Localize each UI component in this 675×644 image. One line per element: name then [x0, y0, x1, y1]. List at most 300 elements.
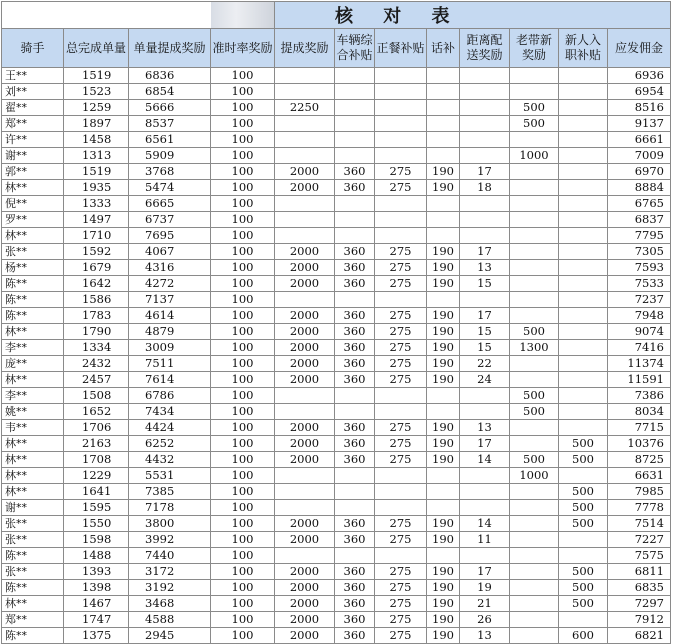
cell-meal-subsidy: 275 — [375, 452, 427, 468]
cell-payable: 7514 — [608, 516, 671, 532]
cell-newbie-subsidy — [559, 100, 608, 116]
cell-vehicle-subsidy — [335, 468, 375, 484]
cell-phone-subsidy: 190 — [427, 420, 460, 436]
cell-distance-bonus — [460, 500, 510, 516]
cell-unit-bonus: 7137 — [129, 292, 211, 308]
cell-newbie-subsidy: 500 — [559, 516, 608, 532]
cell-distance-bonus — [460, 148, 510, 164]
cell-phone-subsidy — [427, 212, 460, 228]
table-row — [2, 612, 671, 628]
cell-payable: 11591 — [608, 372, 671, 388]
cell-payable: 6811 — [608, 564, 671, 580]
cell-total-orders: 1375 — [64, 628, 129, 644]
header-row — [2, 29, 671, 68]
cell-rider: 林** — [2, 596, 64, 612]
cell-distance-bonus — [460, 548, 510, 564]
cell-meal-subsidy — [375, 404, 427, 420]
cell-commission: 2000 — [275, 340, 335, 356]
cell-newbie-subsidy — [559, 196, 608, 212]
cell-rider: 林** — [2, 436, 64, 452]
cell-vehicle-subsidy — [335, 196, 375, 212]
cell-vehicle-subsidy — [335, 68, 375, 84]
cell-on-time: 100 — [211, 180, 275, 196]
cell-distance-bonus: 17 — [460, 164, 510, 180]
cell-distance-bonus: 14 — [460, 452, 510, 468]
cell-meal-subsidy: 275 — [375, 420, 427, 436]
cell-unit-bonus: 3468 — [129, 596, 211, 612]
cell-phone-subsidy: 190 — [427, 356, 460, 372]
cell-unit-bonus: 4272 — [129, 276, 211, 292]
cell-total-orders: 1598 — [64, 532, 129, 548]
cell-phone-subsidy — [427, 148, 460, 164]
cell-unit-bonus: 4588 — [129, 612, 211, 628]
cell-vehicle-subsidy: 360 — [335, 324, 375, 340]
cell-meal-subsidy: 275 — [375, 276, 427, 292]
cell-on-time: 100 — [211, 420, 275, 436]
cell-commission: 2000 — [275, 420, 335, 436]
cell-distance-bonus — [460, 116, 510, 132]
cell-commission — [275, 196, 335, 212]
cell-rider: 林** — [2, 372, 64, 388]
cell-total-orders: 1398 — [64, 580, 129, 596]
cell-phone-subsidy: 190 — [427, 612, 460, 628]
cell-commission: 2000 — [275, 324, 335, 340]
cell-total-orders: 1497 — [64, 212, 129, 228]
cell-rider: 陈** — [2, 292, 64, 308]
table-row — [2, 420, 671, 436]
table-row — [2, 148, 671, 164]
cell-newbie-subsidy — [559, 132, 608, 148]
cell-commission: 2000 — [275, 612, 335, 628]
cell-commission: 2000 — [275, 452, 335, 468]
cell-newbie-subsidy — [559, 260, 608, 276]
cell-mentor-bonus: 500 — [510, 324, 559, 340]
cell-on-time: 100 — [211, 484, 275, 500]
header-mentor-bonus: 老带新奖励 — [510, 29, 559, 68]
cell-payable: 6936 — [608, 68, 671, 84]
cell-commission: 2000 — [275, 580, 335, 596]
cell-meal-subsidy — [375, 148, 427, 164]
cell-payable: 11374 — [608, 356, 671, 372]
cell-payable: 7715 — [608, 420, 671, 436]
cell-meal-subsidy — [375, 500, 427, 516]
cell-meal-subsidy — [375, 292, 427, 308]
cell-commission: 2000 — [275, 532, 335, 548]
header-phone-subsidy: 话补 — [427, 29, 460, 68]
cell-distance-bonus: 18 — [460, 180, 510, 196]
cell-commission: 2000 — [275, 180, 335, 196]
cell-commission — [275, 500, 335, 516]
cell-vehicle-subsidy — [335, 292, 375, 308]
cell-distance-bonus: 24 — [460, 372, 510, 388]
cell-distance-bonus — [460, 388, 510, 404]
cell-unit-bonus: 6854 — [129, 84, 211, 100]
table-row — [2, 340, 671, 356]
cell-on-time: 100 — [211, 548, 275, 564]
cell-phone-subsidy: 190 — [427, 516, 460, 532]
cell-unit-bonus: 4424 — [129, 420, 211, 436]
cell-unit-bonus: 4879 — [129, 324, 211, 340]
cell-vehicle-subsidy — [335, 500, 375, 516]
cell-vehicle-subsidy: 360 — [335, 420, 375, 436]
cell-meal-subsidy — [375, 132, 427, 148]
cell-total-orders: 1586 — [64, 292, 129, 308]
cell-on-time: 100 — [211, 532, 275, 548]
cell-commission — [275, 116, 335, 132]
cell-distance-bonus: 26 — [460, 612, 510, 628]
cell-mentor-bonus — [510, 292, 559, 308]
cell-payable: 7305 — [608, 244, 671, 260]
cell-on-time: 100 — [211, 132, 275, 148]
cell-newbie-subsidy — [559, 404, 608, 420]
cell-payable: 7237 — [608, 292, 671, 308]
cell-newbie-subsidy — [559, 84, 608, 100]
cell-unit-bonus: 6561 — [129, 132, 211, 148]
cell-on-time: 100 — [211, 292, 275, 308]
cell-payable: 6970 — [608, 164, 671, 180]
cell-mentor-bonus — [510, 276, 559, 292]
header-vehicle-subsidy: 车辆综合补贴 — [335, 29, 375, 68]
cell-payable: 6631 — [608, 468, 671, 484]
cell-unit-bonus: 7440 — [129, 548, 211, 564]
cell-on-time: 100 — [211, 564, 275, 580]
cell-unit-bonus: 7695 — [129, 228, 211, 244]
cell-commission — [275, 388, 335, 404]
table-row — [2, 452, 671, 468]
cell-mentor-bonus — [510, 68, 559, 84]
cell-payable: 8034 — [608, 404, 671, 420]
cell-commission — [275, 132, 335, 148]
cell-unit-bonus: 8537 — [129, 116, 211, 132]
cell-on-time: 100 — [211, 404, 275, 420]
cell-mentor-bonus — [510, 212, 559, 228]
cell-commission: 2000 — [275, 308, 335, 324]
cell-vehicle-subsidy: 360 — [335, 260, 375, 276]
cell-newbie-subsidy — [559, 324, 608, 340]
cell-commission — [275, 548, 335, 564]
cell-vehicle-subsidy — [335, 116, 375, 132]
cell-total-orders: 1641 — [64, 484, 129, 500]
cell-payable: 7795 — [608, 228, 671, 244]
cell-mentor-bonus: 500 — [510, 100, 559, 116]
cell-vehicle-subsidy: 360 — [335, 436, 375, 452]
cell-meal-subsidy — [375, 212, 427, 228]
table-row — [2, 276, 671, 292]
cell-total-orders: 1935 — [64, 180, 129, 196]
cell-on-time: 100 — [211, 612, 275, 628]
cell-unit-bonus: 7178 — [129, 500, 211, 516]
cell-vehicle-subsidy: 360 — [335, 372, 375, 388]
cell-rider: 林** — [2, 228, 64, 244]
header-payable: 应发佣金 — [608, 29, 671, 68]
cell-newbie-subsidy — [559, 388, 608, 404]
cell-rider: 林** — [2, 468, 64, 484]
cell-vehicle-subsidy — [335, 548, 375, 564]
cell-distance-bonus: 17 — [460, 436, 510, 452]
cell-unit-bonus: 4614 — [129, 308, 211, 324]
cell-phone-subsidy — [427, 292, 460, 308]
cell-total-orders: 1592 — [64, 244, 129, 260]
cell-newbie-subsidy — [559, 228, 608, 244]
cell-on-time: 100 — [211, 148, 275, 164]
cell-mentor-bonus — [510, 260, 559, 276]
cell-unit-bonus: 4067 — [129, 244, 211, 260]
cell-phone-subsidy: 190 — [427, 324, 460, 340]
cell-distance-bonus: 13 — [460, 260, 510, 276]
cell-meal-subsidy — [375, 484, 427, 500]
cell-newbie-subsidy — [559, 68, 608, 84]
header-meal-subsidy: 正餐补贴 — [375, 29, 427, 68]
cell-distance-bonus: 21 — [460, 596, 510, 612]
cell-distance-bonus: 15 — [460, 340, 510, 356]
cell-payable: 8725 — [608, 452, 671, 468]
cell-rider: 许** — [2, 132, 64, 148]
cell-mentor-bonus — [510, 596, 559, 612]
cell-phone-subsidy — [427, 388, 460, 404]
cell-rider: 林** — [2, 324, 64, 340]
cell-rider: 刘** — [2, 84, 64, 100]
cell-unit-bonus: 7614 — [129, 372, 211, 388]
cell-total-orders: 1595 — [64, 500, 129, 516]
cell-rider: 郑** — [2, 116, 64, 132]
cell-rider: 倪** — [2, 196, 64, 212]
cell-rider: 张** — [2, 516, 64, 532]
table-row — [2, 308, 671, 324]
cell-mentor-bonus: 1300 — [510, 340, 559, 356]
cell-distance-bonus — [460, 484, 510, 500]
cell-commission: 2000 — [275, 244, 335, 260]
cell-vehicle-subsidy: 360 — [335, 180, 375, 196]
cell-distance-bonus: 22 — [460, 356, 510, 372]
cell-unit-bonus: 2945 — [129, 628, 211, 644]
cell-vehicle-subsidy: 360 — [335, 612, 375, 628]
table-row — [2, 596, 671, 612]
cell-unit-bonus: 6786 — [129, 388, 211, 404]
title-spacer — [2, 2, 211, 29]
table-row — [2, 84, 671, 100]
reconciliation-table — [1, 1, 671, 644]
cell-payable: 6821 — [608, 628, 671, 644]
cell-total-orders: 1313 — [64, 148, 129, 164]
table-row — [2, 564, 671, 580]
cell-meal-subsidy: 275 — [375, 244, 427, 260]
cell-payable: 7912 — [608, 612, 671, 628]
cell-newbie-subsidy: 600 — [559, 628, 608, 644]
cell-unit-bonus: 6737 — [129, 212, 211, 228]
cell-total-orders: 1334 — [64, 340, 129, 356]
cell-meal-subsidy — [375, 100, 427, 116]
cell-newbie-subsidy — [559, 308, 608, 324]
cell-phone-subsidy — [427, 404, 460, 420]
cell-commission: 2000 — [275, 372, 335, 388]
cell-total-orders: 1393 — [64, 564, 129, 580]
cell-unit-bonus: 3009 — [129, 340, 211, 356]
cell-mentor-bonus: 1000 — [510, 468, 559, 484]
cell-distance-bonus — [460, 132, 510, 148]
cell-commission: 2000 — [275, 260, 335, 276]
table-row — [2, 628, 671, 644]
cell-meal-subsidy: 275 — [375, 436, 427, 452]
cell-unit-bonus: 5909 — [129, 148, 211, 164]
cell-payable: 7985 — [608, 484, 671, 500]
cell-phone-subsidy: 190 — [427, 532, 460, 548]
cell-commission: 2000 — [275, 436, 335, 452]
cell-phone-subsidy: 190 — [427, 260, 460, 276]
cell-commission — [275, 292, 335, 308]
cell-unit-bonus: 6252 — [129, 436, 211, 452]
cell-mentor-bonus — [510, 628, 559, 644]
cell-distance-bonus: 14 — [460, 516, 510, 532]
cell-commission: 2250 — [275, 100, 335, 116]
cell-on-time: 100 — [211, 164, 275, 180]
cell-total-orders: 1508 — [64, 388, 129, 404]
cell-distance-bonus: 17 — [460, 308, 510, 324]
cell-unit-bonus: 5474 — [129, 180, 211, 196]
cell-mentor-bonus — [510, 244, 559, 260]
cell-mentor-bonus — [510, 164, 559, 180]
cell-payable: 6835 — [608, 580, 671, 596]
cell-vehicle-subsidy — [335, 404, 375, 420]
cell-phone-subsidy — [427, 228, 460, 244]
cell-total-orders: 1747 — [64, 612, 129, 628]
cell-unit-bonus: 6836 — [129, 68, 211, 84]
cell-meal-subsidy — [375, 84, 427, 100]
cell-meal-subsidy — [375, 388, 427, 404]
cell-mentor-bonus: 1000 — [510, 148, 559, 164]
header-total-orders: 总完成单量 — [64, 29, 129, 68]
cell-mentor-bonus — [510, 516, 559, 532]
cell-on-time: 100 — [211, 228, 275, 244]
cell-meal-subsidy: 275 — [375, 564, 427, 580]
cell-meal-subsidy — [375, 68, 427, 84]
cell-payable: 7575 — [608, 548, 671, 564]
cell-on-time: 100 — [211, 260, 275, 276]
cell-mentor-bonus — [510, 180, 559, 196]
cell-phone-subsidy: 190 — [427, 308, 460, 324]
table-row — [2, 132, 671, 148]
cell-newbie-subsidy — [559, 244, 608, 260]
cell-mentor-bonus — [510, 612, 559, 628]
cell-unit-bonus: 3172 — [129, 564, 211, 580]
cell-phone-subsidy — [427, 116, 460, 132]
cell-rider: 郭** — [2, 164, 64, 180]
cell-meal-subsidy: 275 — [375, 260, 427, 276]
title-row — [2, 2, 671, 29]
cell-total-orders: 1652 — [64, 404, 129, 420]
cell-distance-bonus: 19 — [460, 580, 510, 596]
cell-unit-bonus: 3992 — [129, 532, 211, 548]
cell-rider: 王** — [2, 68, 64, 84]
cell-phone-subsidy — [427, 196, 460, 212]
cell-on-time: 100 — [211, 68, 275, 84]
cell-payable: 10376 — [608, 436, 671, 452]
cell-distance-bonus: 11 — [460, 532, 510, 548]
cell-vehicle-subsidy — [335, 100, 375, 116]
cell-phone-subsidy — [427, 468, 460, 484]
cell-payable: 7227 — [608, 532, 671, 548]
cell-payable: 7593 — [608, 260, 671, 276]
cell-vehicle-subsidy — [335, 388, 375, 404]
cell-vehicle-subsidy: 360 — [335, 340, 375, 356]
cell-commission — [275, 484, 335, 500]
cell-mentor-bonus — [510, 484, 559, 500]
table-row — [2, 436, 671, 452]
cell-mentor-bonus — [510, 84, 559, 100]
cell-meal-subsidy — [375, 196, 427, 212]
cell-newbie-subsidy — [559, 356, 608, 372]
table-row — [2, 468, 671, 484]
cell-distance-bonus — [460, 84, 510, 100]
cell-commission: 2000 — [275, 564, 335, 580]
table-row — [2, 292, 671, 308]
cell-on-time: 100 — [211, 516, 275, 532]
blurred-title-area — [211, 2, 275, 29]
cell-meal-subsidy: 275 — [375, 356, 427, 372]
cell-on-time: 100 — [211, 212, 275, 228]
cell-vehicle-subsidy: 360 — [335, 580, 375, 596]
table-row — [2, 212, 671, 228]
cell-commission — [275, 228, 335, 244]
cell-phone-subsidy: 190 — [427, 452, 460, 468]
cell-mentor-bonus — [510, 372, 559, 388]
cell-rider: 翟** — [2, 100, 64, 116]
cell-on-time: 100 — [211, 500, 275, 516]
cell-mentor-bonus — [510, 420, 559, 436]
cell-mentor-bonus: 500 — [510, 452, 559, 468]
cell-total-orders: 1467 — [64, 596, 129, 612]
cell-payable: 9074 — [608, 324, 671, 340]
cell-commission: 2000 — [275, 356, 335, 372]
cell-total-orders: 1519 — [64, 164, 129, 180]
cell-unit-bonus: 3192 — [129, 580, 211, 596]
cell-mentor-bonus — [510, 500, 559, 516]
cell-on-time: 100 — [211, 628, 275, 644]
cell-distance-bonus — [460, 404, 510, 420]
cell-newbie-subsidy — [559, 468, 608, 484]
cell-vehicle-subsidy — [335, 228, 375, 244]
cell-rider: 张** — [2, 564, 64, 580]
table-row — [2, 548, 671, 564]
cell-mentor-bonus — [510, 228, 559, 244]
table-row — [2, 580, 671, 596]
cell-commission — [275, 68, 335, 84]
cell-rider: 韦** — [2, 420, 64, 436]
cell-on-time: 100 — [211, 244, 275, 260]
cell-on-time: 100 — [211, 356, 275, 372]
cell-total-orders: 1783 — [64, 308, 129, 324]
cell-total-orders: 1488 — [64, 548, 129, 564]
cell-distance-bonus: 17 — [460, 564, 510, 580]
cell-mentor-bonus — [510, 196, 559, 212]
cell-payable: 7009 — [608, 148, 671, 164]
cell-rider: 陈** — [2, 580, 64, 596]
cell-commission: 2000 — [275, 596, 335, 612]
cell-newbie-subsidy: 500 — [559, 580, 608, 596]
table-row — [2, 532, 671, 548]
cell-total-orders: 1458 — [64, 132, 129, 148]
table-row — [2, 388, 671, 404]
cell-total-orders: 1710 — [64, 228, 129, 244]
cell-unit-bonus: 7434 — [129, 404, 211, 420]
cell-payable: 8516 — [608, 100, 671, 116]
cell-vehicle-subsidy: 360 — [335, 452, 375, 468]
cell-vehicle-subsidy: 360 — [335, 596, 375, 612]
cell-total-orders: 2163 — [64, 436, 129, 452]
cell-payable: 7297 — [608, 596, 671, 612]
cell-meal-subsidy: 275 — [375, 180, 427, 196]
cell-mentor-bonus — [510, 548, 559, 564]
header-distance-bonus: 距离配送奖励 — [460, 29, 510, 68]
